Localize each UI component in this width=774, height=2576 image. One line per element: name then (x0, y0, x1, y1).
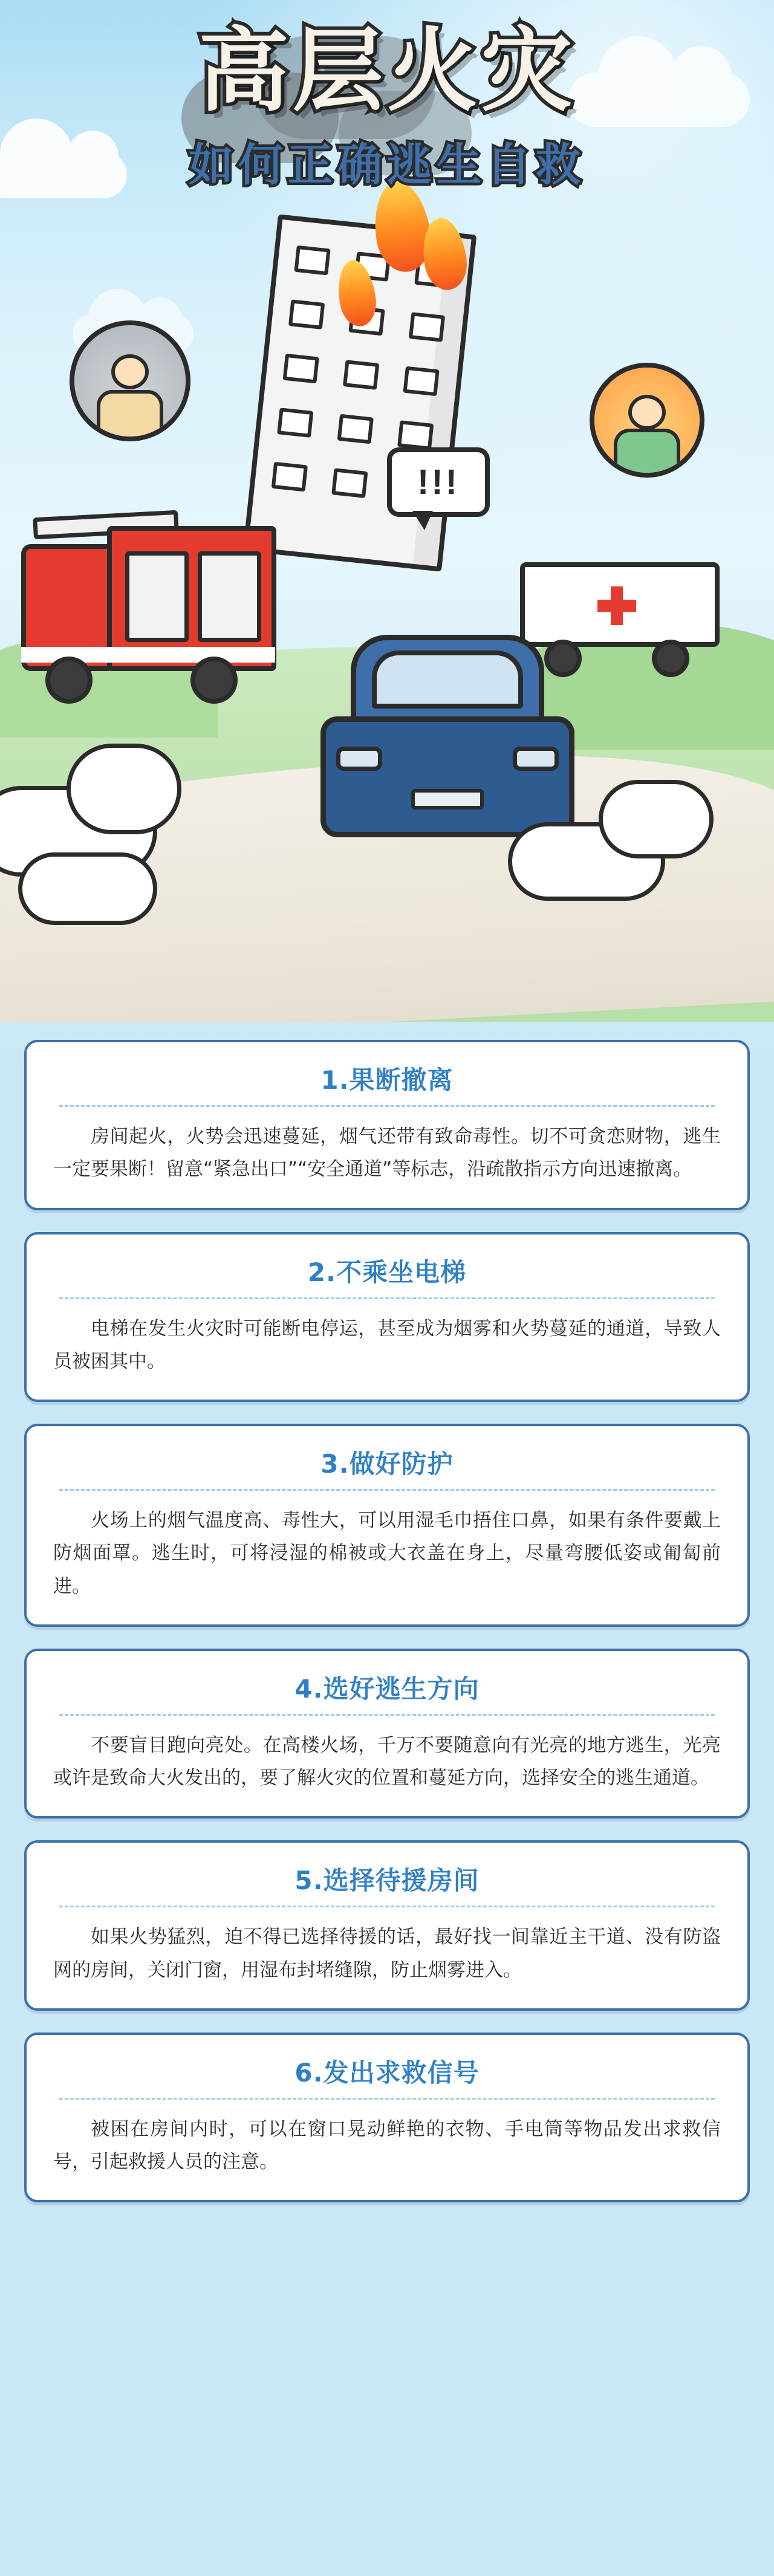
tip-title: 2.不乘坐电梯 (307, 1257, 467, 1287)
tip-title: 6.发出求救信号 (294, 2057, 480, 2088)
divider (59, 1105, 715, 1107)
tip-card (24, 2033, 750, 2203)
divider (59, 1297, 715, 1299)
tip-card (24, 1232, 750, 1403)
tip-title: 3.做好防护 (320, 1449, 454, 1479)
tip-text: 不要盲目跑向亮处。在高楼火场，千万不要随意向有光亮的地方逃生，光亮或许是致命大火发出的，要了解火灾的位置和蔓延方向，选择安全的逃生通道。 (53, 1734, 721, 1789)
tip-card (24, 1840, 750, 2011)
tip-text: 火场上的烟气温度高、毒性大，可以用湿毛巾捂住口鼻，如果有条件要戴上防烟面罩。逃生时，可将浸湿的棉被或大衣盖在身上，尽量弯腰低姿或匍匐前进。 (53, 1510, 721, 1597)
fire-truck-icon (21, 508, 281, 707)
tips-list (0, 1022, 774, 2245)
tip-card (24, 1040, 750, 1210)
tip-text: 如果火势猛烈，迫不得已选择待援的话，最好找一间靠近主干道、没有防盗网的房间，关闭门窗，用湿布封堵缝隙，防止烟雾进入。 (53, 1926, 721, 1981)
person-right-bubble (590, 363, 704, 478)
poster-subtitle: 如何正确逃生自救 (189, 138, 585, 191)
tip-title: 4.选好逃生方向 (294, 1673, 480, 1704)
poster-title-block (0, 19, 774, 193)
blue-car-icon (314, 635, 580, 852)
divider (59, 2098, 715, 2100)
tip-text: 电梯在发生火灾时可能断电停运，甚至成为烟雾和火势蔓延的通道，导致人员被困其中。 (53, 1317, 721, 1372)
exclamation-speech-bubble (387, 447, 490, 517)
tip-title: 1.果断撤离 (320, 1065, 454, 1095)
tip-title: 5.选择待援房间 (294, 1866, 480, 1896)
poster-title: 高层火灾 (198, 19, 576, 124)
divider (59, 1714, 715, 1716)
tip-text: 被困在房间内时，可以在窗口晃动鲜艳的衣物、手电筒等物品发出求救信号，引起救援人员的注意。 (53, 2118, 721, 2173)
hero-illustration (0, 0, 774, 1022)
person-left-bubble (70, 320, 190, 441)
smoke-puff-icon (18, 852, 157, 925)
tip-card (24, 1424, 750, 1627)
smoke-puff-icon (599, 780, 714, 858)
divider (59, 1906, 715, 1907)
tip-card (24, 1649, 750, 1819)
tip-text: 房间起火，火势会迅速蔓延，烟气还带有致命毒性。切不可贪恋财物，逃生一定要果断！留意“紧急出口”“安全通道”等标志，沿疏散指示方向迅速撤离。 (53, 1126, 721, 1181)
smoke-puff-icon (67, 744, 181, 834)
exclamation-text: !!! (417, 462, 460, 502)
divider (59, 1489, 715, 1491)
